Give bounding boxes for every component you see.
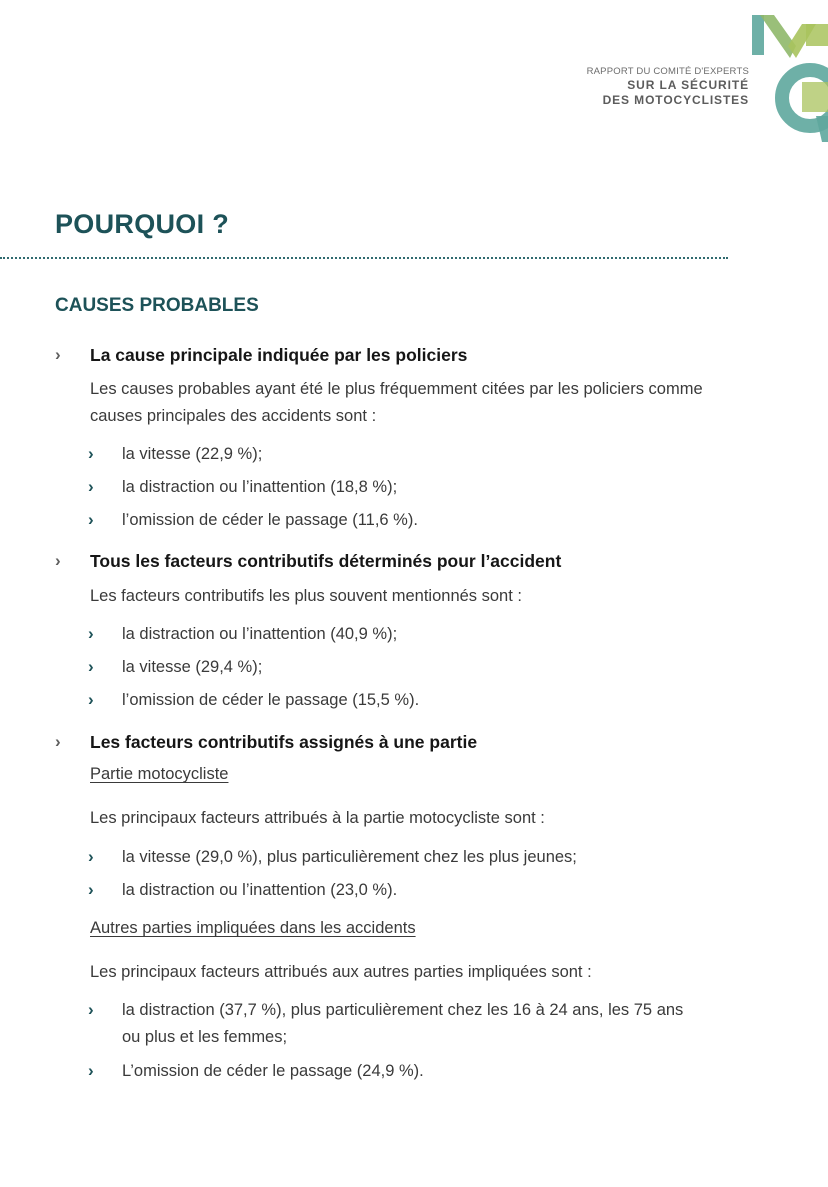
bullet-chevron-icon: › — [55, 345, 61, 364]
list-chevron-icon: › — [88, 510, 94, 529]
list-chevron-icon: › — [88, 444, 94, 463]
subsection-intro: Les principaux facteurs attribués aux autres parties impliquées sont : — [90, 963, 592, 981]
list-item: la vitesse (29,0 %), plus particulièrement chez les plus jeunes; — [122, 848, 577, 866]
block-heading: Tous les facteurs contributifs déterminés pour l’accident — [90, 551, 562, 571]
block-heading: La cause principale indiquée par les policiers — [90, 345, 468, 365]
list-item-continuation: ou plus et les femmes; — [122, 1028, 288, 1046]
mq-logo — [752, 12, 828, 142]
list-item: la distraction ou l’inattention (40,9 %); — [122, 625, 398, 643]
subsection-intro: Les principaux facteurs attribués à la partie motocycliste sont : — [90, 809, 545, 827]
header-line-1: RAPPORT DU COMITÉ D'EXPERTS — [586, 66, 749, 77]
page-title: POURQUOI ? — [55, 209, 230, 239]
bullet-chevron-icon: › — [55, 551, 61, 570]
list-chevron-icon: › — [88, 847, 94, 866]
list-item: l’omission de céder le passage (15,5 %). — [122, 691, 420, 709]
block-intro-line: causes principales des accidents sont : — [90, 407, 377, 425]
list-chevron-icon: › — [88, 690, 94, 709]
header-line-2: SUR LA SÉCURITÉ — [627, 77, 749, 92]
header-line-3: DES MOTOCYCLISTES — [602, 92, 749, 107]
list-item: la distraction ou l’inattention (23,0 %). — [122, 881, 398, 899]
subsection-title: Autres parties impliquées dans les accidents — [90, 919, 416, 937]
list-chevron-icon: › — [88, 1000, 94, 1019]
section-title: CAUSES PROBABLES — [55, 295, 259, 316]
list-chevron-icon: › — [88, 657, 94, 676]
list-chevron-icon: › — [88, 880, 94, 899]
list-item: la distraction (37,7 %), plus particulièrement chez les 16 à 24 ans, les 75 ans — [122, 1001, 684, 1019]
subsection-title: Partie motocycliste — [90, 765, 229, 783]
list-item: L’omission de céder le passage (24,9 %). — [122, 1062, 424, 1080]
list-item: la vitesse (22,9 %); — [122, 445, 263, 463]
block-heading: Les facteurs contributifs assignés à une partie — [90, 732, 478, 752]
block-intro-line: Les facteurs contributifs les plus souvent mentionnés sont : — [90, 587, 522, 605]
bullet-chevron-icon: › — [55, 732, 61, 751]
list-chevron-icon: › — [88, 1061, 94, 1080]
report-header — [587, 66, 749, 108]
block-intro-line: Les causes probables ayant été le plus fréquemment citées par les policiers comme — [90, 380, 703, 398]
list-chevron-icon: › — [88, 624, 94, 643]
list-item: la vitesse (29,4 %); — [122, 658, 263, 676]
list-item: l’omission de céder le passage (11,6 %). — [122, 511, 418, 529]
list-item: la distraction ou l’inattention (18,8 %); — [122, 478, 398, 496]
list-chevron-icon: › — [88, 477, 94, 496]
dotted-divider — [0, 257, 728, 259]
